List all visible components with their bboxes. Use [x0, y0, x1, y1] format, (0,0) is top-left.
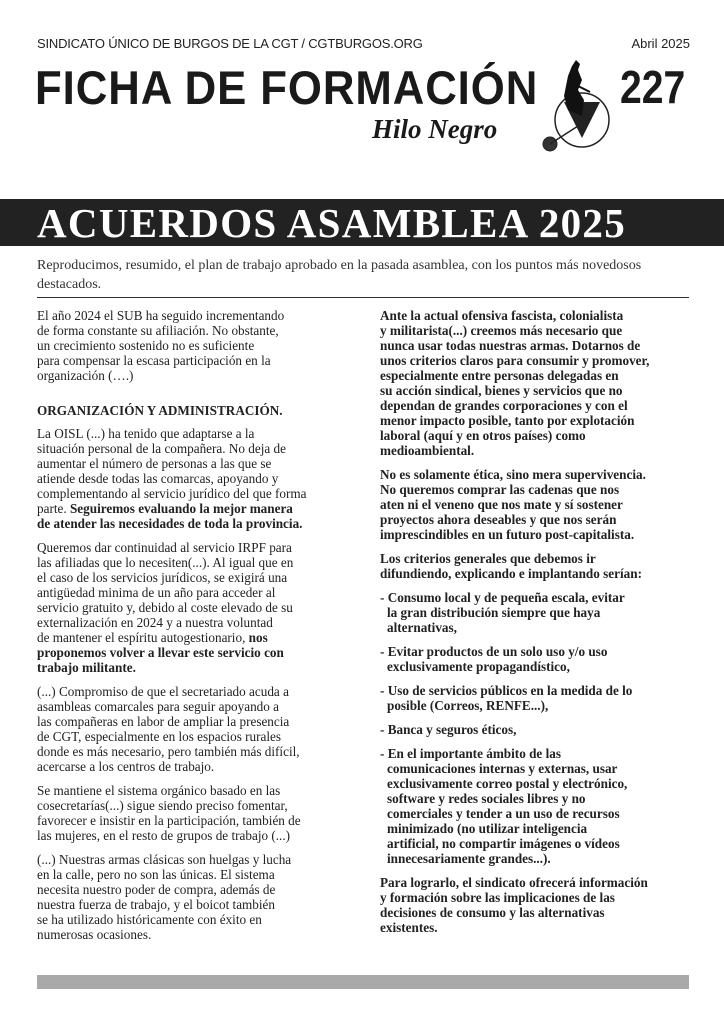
bullet-item [380, 590, 700, 635]
text-line: - En el importante ámbito de las [380, 746, 561, 761]
publication-subtitle: Hilo Negro [372, 114, 498, 144]
paragraph [37, 308, 352, 383]
text-line: comerciales y tender a un uso de recursos [387, 806, 620, 821]
organization-line: SINDICATO ÚNICO DE BURGOS DE LA CGT / CGTBURGOS.ORG [37, 36, 423, 51]
text-line: Ante la actual ofensiva fascista, colonialista [380, 308, 624, 323]
text-line: imprescindibles en un futuro post-capitalista. [380, 527, 635, 542]
text-line: (...) Nuestras armas clásicas son huelgas y lucha [37, 852, 292, 867]
text-line: innecesariamente grandes...). [387, 851, 551, 866]
section-heading: ORGANIZACIÓN Y ADMINISTRACIÓN. [37, 403, 283, 418]
text-line: El año 2024 el SUB ha seguido incrementando [37, 308, 285, 323]
text-line: y militarista(...) creemos más necesario que [380, 323, 623, 338]
text-segment: de mantener el espíritu autogestionario, [37, 630, 249, 645]
text-line: Los criterios generales que debemos ir [380, 551, 596, 566]
publication-title: FICHA DE FORMACIÓN [35, 61, 539, 114]
text-line: las afiliadas que lo necesiten(...). Al igual que en [37, 555, 294, 570]
text-line: de CGT, especialmente en los espacios rurales [37, 729, 282, 744]
text-line: Queremos dar continuidad al servicio IRPF para [37, 540, 292, 555]
text-line: la gran distribución siempre que haya [387, 605, 601, 620]
text-line: aten ni el veneno que nos mate y sí sostener [380, 497, 623, 512]
text-line: - Evitar productos de un solo uso y/o uso [380, 644, 608, 659]
text-line: Para lograrlo, el sindicato ofrecerá información [380, 875, 648, 890]
text-line: complementando al servicio jurídico del que forma [37, 486, 307, 501]
right-column [380, 308, 700, 944]
text-line: necesita nuestro poder de compra, además de [37, 882, 276, 897]
text-line [37, 501, 352, 516]
text-line: para compensar la escasa participación en la [37, 353, 271, 368]
text-line: software y redes sociales libres y no [387, 791, 586, 806]
text-line: numerosas ocasiones. [37, 927, 152, 942]
text-line: un crecimiento sostenido no es suficiente [37, 338, 255, 353]
bold-text: Seguiremos evaluando la mejor manera [69, 501, 293, 516]
text-line: nuestra fuerza de trabajo, y el boicot también [37, 897, 276, 912]
text-line [37, 630, 352, 645]
text-line: artificial, no compartir imágenes o vídeos [387, 836, 620, 851]
bullet-item [380, 644, 700, 674]
text-line: unos criterios claros para consumir y promover, [380, 353, 650, 368]
article-intro: Reproducimos, resumido, el plan de trabajo aprobado en la pasada asamblea, con los puntos más novedosos destacados. [37, 258, 642, 292]
text-line: cosecretarías(...) sigue siendo preciso fomentar, [37, 798, 288, 813]
text-line: se ha utilizado históricamente con éxito en [37, 912, 262, 927]
text-line: acercarse a los centros de trabajo. [37, 759, 215, 774]
bullet-item [380, 746, 700, 866]
text-line: La OISL (...) ha tenido que adaptarse a la [37, 426, 255, 441]
text-line [37, 660, 352, 675]
text-line: favorecer e insistir en la participación, también de [37, 813, 301, 828]
bold-text: trabajo militante. [37, 660, 136, 675]
text-line: aumentar el número de personas a las que se [37, 456, 272, 471]
text-line: de forma constante su afiliación. No obstante, [37, 323, 279, 338]
left-column [37, 308, 352, 951]
penny-farthing-rider-logo-icon [538, 56, 614, 156]
article-title: ACUERDOS ASAMBLEA 2025 [37, 200, 627, 246]
text-line: comunicaciones internas y externas, usar [387, 761, 618, 776]
text-line: exclusivamente correo postal y electrónico, [387, 776, 628, 791]
text-line: situación personal de la compañera. No deja de [37, 441, 286, 456]
text-line: asambleas comarcales para seguir apoyando a [37, 699, 280, 714]
paragraph [380, 875, 700, 935]
text-line: servicio gratuito y, debido al coste elevado de su [37, 600, 293, 615]
text-line: especialmente entre personas delegadas en [380, 368, 619, 383]
text-line: Se mantiene el sistema orgánico basado en las [37, 783, 281, 798]
text-line: - Banca y seguros éticos, [380, 722, 517, 737]
text-line: en la calle, pero no son las únicas. El sistema [37, 867, 275, 882]
paragraph [37, 540, 352, 675]
text-line: difundiendo, explicando e implantando serían: [380, 566, 642, 581]
text-line [37, 516, 352, 531]
text-line: externalización en 2024 y a nuestra voluntad [37, 615, 273, 630]
text-line: donde es más necesario, pero también más difícil, [37, 744, 300, 759]
footer-bar [37, 975, 689, 989]
text-line: existentes. [380, 920, 438, 935]
text-line: atiende desde todas las comarcas, apoyando y [37, 471, 279, 486]
paragraph [380, 467, 700, 542]
paragraph [37, 783, 352, 843]
text-line [37, 645, 352, 660]
issue-number: 227 [620, 61, 686, 113]
bullet-item [380, 722, 700, 737]
divider [37, 297, 689, 298]
paragraph [37, 852, 352, 942]
issue-date: Abril 2025 [631, 36, 690, 51]
bold-text: de atender las necesidades de toda la provincia. [37, 516, 303, 531]
text-line: - Uso de servicios públicos en la medida de lo [380, 683, 633, 698]
text-line: organización (….) [37, 368, 134, 383]
text-line: nunca usar todas nuestras armas. Dotarnos de [380, 338, 641, 353]
text-line: (...) Compromiso de que el secretariado acuda a [37, 684, 289, 699]
text-line: medioambiental. [380, 443, 475, 458]
text-line: y formación sobre las implicaciones de las [380, 890, 615, 905]
text-line: - Consumo local y de pequeña escala, evitar [380, 590, 625, 605]
text-line: menor impacto posible, tanto por explotación [380, 413, 635, 428]
paragraph [380, 308, 700, 458]
paragraph [380, 551, 700, 581]
text-line: alternativas, [387, 620, 457, 635]
paragraph [37, 684, 352, 774]
text-line: exclusivamente propagandístico, [387, 659, 570, 674]
bullet-item [380, 683, 700, 713]
paragraph [37, 426, 352, 531]
text-line: las compañeras en labor de ampliar la presencia [37, 714, 290, 729]
text-line: dependan de grandes corporaciones y con el [380, 398, 628, 413]
text-line: No es solamente ética, sino mera supervivencia. [380, 467, 646, 482]
text-line: laboral (aquí y en otros países) como [380, 428, 586, 443]
text-line: proyectos ahora deseables y que nos serán [380, 512, 617, 527]
bold-text: proponemos volver a llevar este servicio con [37, 645, 284, 660]
text-line: minimizado (no utilizar inteligencia [387, 821, 588, 836]
text-line: antigüedad minima de un año para acceder al [37, 585, 276, 600]
text-line: el caso de los servicios jurídicos, se exigirá una [37, 570, 288, 585]
text-line: No queremos comprar las cadenas que nos [380, 482, 620, 497]
text-line: su acción sindical, bienes y servicios que no [380, 383, 623, 398]
text-line: las mujeres, en el resto de grupos de trabajo (...) [37, 828, 291, 843]
text-segment: parte. [37, 501, 70, 516]
bold-text: nos [248, 630, 268, 645]
text-line: posible (Correos, RENFE...), [387, 698, 549, 713]
text-line: decisiones de consumo y las alternativas [380, 905, 605, 920]
